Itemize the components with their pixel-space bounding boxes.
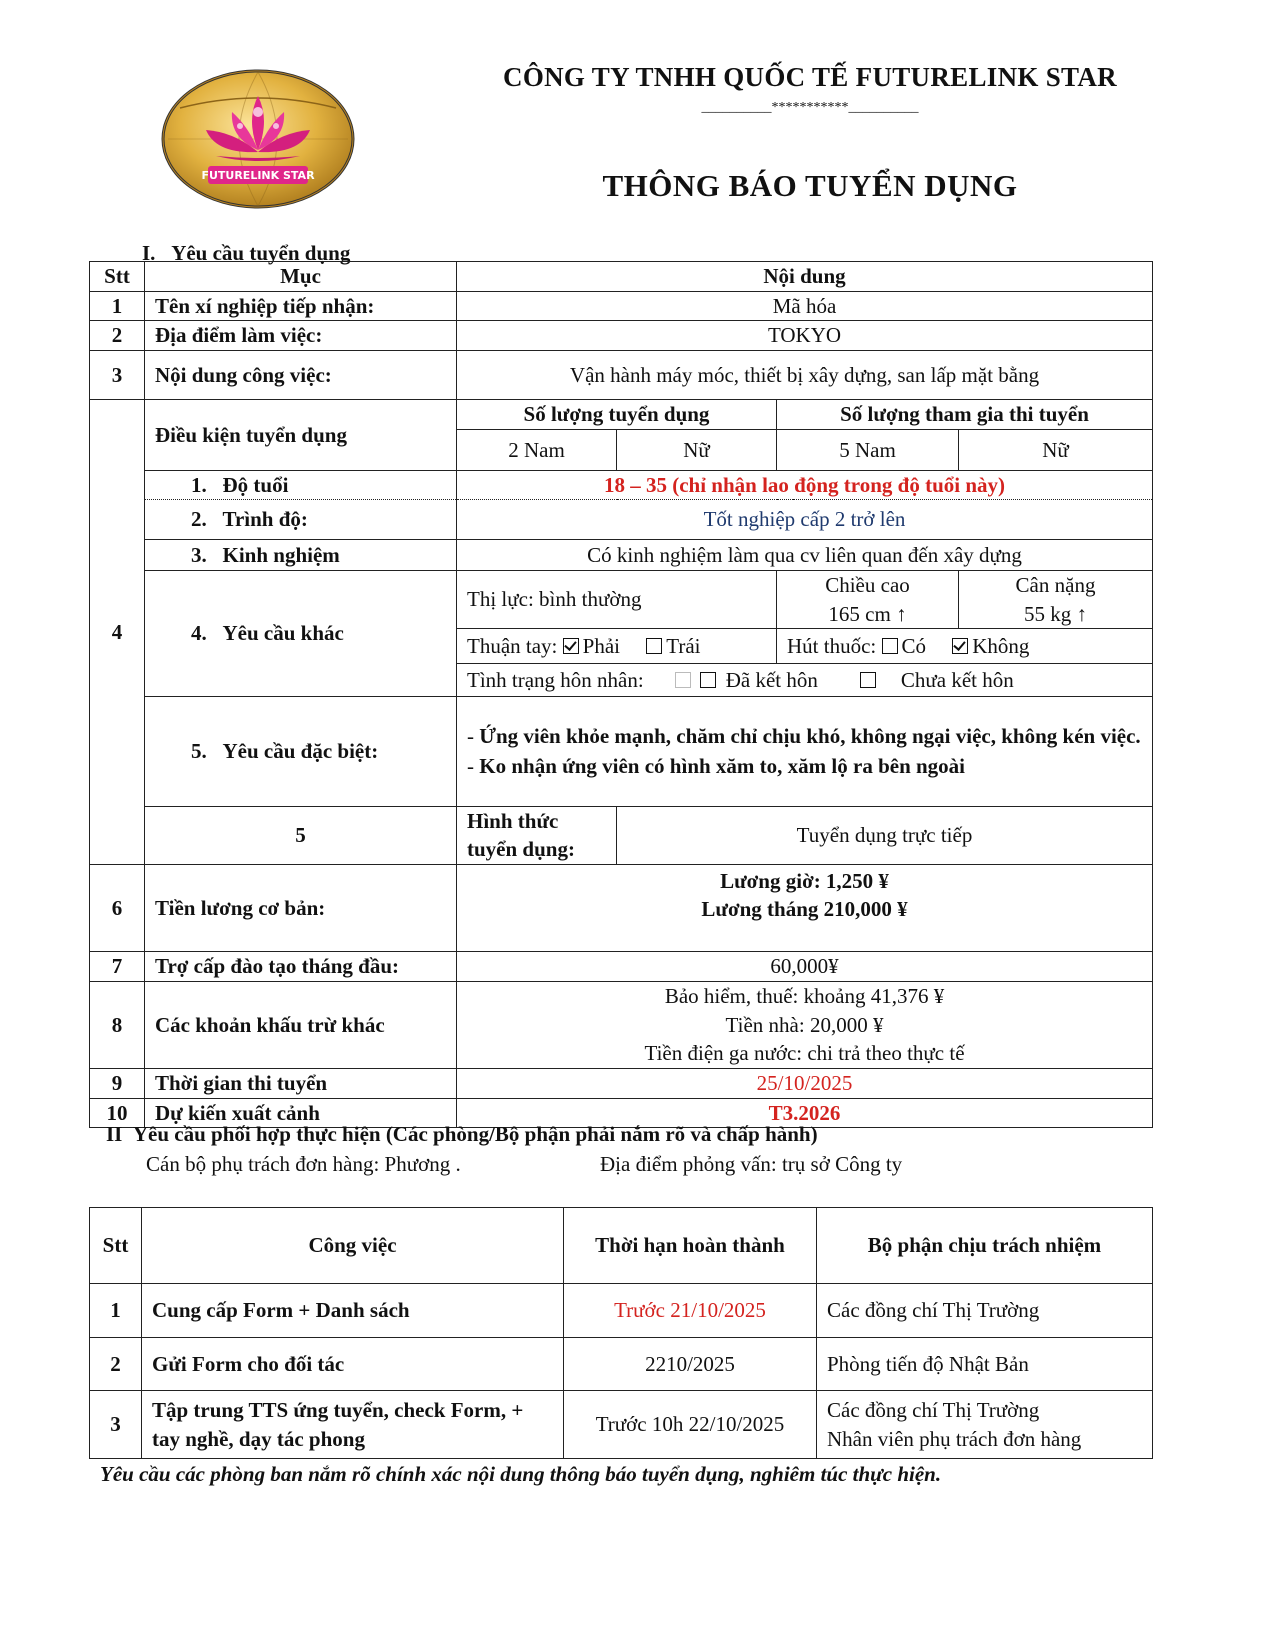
section1-num: I. (142, 241, 156, 265)
age-num: 1. (191, 472, 207, 497)
row-stt: 8 (90, 981, 145, 1068)
row-stt: 6 (90, 864, 145, 951)
deadline-cell: 2210/2025 (564, 1338, 817, 1391)
hand-right: Phải (582, 633, 620, 658)
exam-male: 5 Nam (777, 429, 959, 470)
education-value: Tốt nghiệp cấp 2 trở lên (457, 500, 1153, 540)
salary-monthly: Lương tháng 210,000 ¥ (701, 897, 908, 922)
table-row (90, 1338, 1153, 1391)
height-label: Chiều cao (825, 573, 910, 598)
vision-value: Thị lực: bình thường (457, 571, 777, 629)
education-num: 2. (191, 507, 207, 532)
checkbox-icon (646, 638, 662, 654)
salary-hourly: Lương giờ: 1,250 ¥ (720, 868, 889, 893)
col-noidung: Nội dung (457, 262, 1153, 292)
section2-heading (106, 1122, 818, 1147)
smoke-no: Không (972, 633, 1030, 658)
handedness-cell (457, 629, 777, 664)
checkbox-icon (700, 672, 716, 688)
dept-line: Nhân viên phụ trách đơn hàng (827, 1426, 1082, 1451)
table-row (90, 292, 1153, 321)
deadline-cell: Trước 10h 22/10/2025 (564, 1391, 817, 1459)
checkbox-icon (675, 672, 691, 688)
table-header-row (90, 262, 1153, 292)
col-deadline: Thời hạn hoàn thành (564, 1208, 817, 1284)
section1-title: Yêu cầu tuyển dụng (171, 241, 351, 265)
table-row (90, 807, 1153, 865)
row-stt: 3 (90, 350, 145, 399)
row-stt: 7 (90, 951, 145, 981)
table-row (90, 864, 1153, 951)
weight-label: Cân nặng (1015, 573, 1096, 598)
experience-value: Có kinh nghiệm làm qua cv liên quan đến xây dựng (457, 540, 1153, 571)
experience-row (90, 540, 1153, 571)
experience-label (145, 540, 457, 571)
coordination-table (89, 1207, 1153, 1459)
exam-date: 25/10/2025 (457, 1068, 1153, 1098)
checkbox-checked-icon (563, 638, 579, 654)
marital-single: Chưa kết hôn (900, 667, 1014, 692)
other-req-label (145, 571, 457, 697)
other-req-row (90, 571, 1153, 629)
age-value: 18 – 35 (chỉ nhận lao động trong độ tuổi này) (457, 470, 1153, 499)
smoke-yes: Có (901, 633, 927, 658)
row-value: 60,000¥ (457, 951, 1153, 981)
decor-line: __________***********__________ (701, 100, 919, 115)
table-row (90, 951, 1153, 981)
age-row (90, 470, 1153, 499)
qty-female: Nữ (617, 429, 777, 470)
table-row (90, 1284, 1153, 1338)
conditions-label: Điều kiện tuyển dụng (145, 399, 457, 470)
marital-married: Đã kết hôn (725, 667, 818, 692)
row-stt: 9 (90, 1068, 145, 1098)
task-cell: Cung cấp Form + Danh sách (142, 1284, 564, 1338)
row-stt: 4 (90, 399, 145, 864)
qty-header: Số lượng tuyển dụng (457, 399, 777, 429)
experience-num: 3. (191, 542, 207, 567)
task-cell: Gửi Form cho đối tác (142, 1338, 564, 1391)
smoke-label: Hút thuốc: (787, 633, 877, 658)
row-stt: 10 (90, 1098, 145, 1127)
col-stt: Stt (90, 1208, 142, 1284)
special-req-value (457, 697, 1153, 807)
section2-num: II (106, 1122, 123, 1146)
footnote: Yêu cầu các phòng ban nắm rõ chính xác nội dung thông báo tuyển dụng, nghiêm túc thực hiện. (100, 1462, 942, 1486)
age-label (145, 470, 457, 499)
hand-label: Thuận tay: (467, 633, 558, 658)
marital-label: Tình trạng hôn nhân: (467, 667, 644, 692)
checkbox-icon (882, 638, 898, 654)
row-stt: 1 (90, 1284, 142, 1338)
special-item-1: Ứng viên khỏe mạnh, chăm chỉ chịu khó, không ngại việc, không kén việc. (479, 724, 1141, 749)
row-label: Thời gian thi tuyển (145, 1068, 457, 1098)
education-text: Trình độ: (222, 507, 308, 532)
row-value: TOKYO (457, 321, 1153, 350)
exam-header: Số lượng tham gia thi tuyển (777, 399, 1153, 429)
education-row (90, 500, 1153, 540)
company-logo (160, 68, 356, 210)
col-task: Công việc (142, 1208, 564, 1284)
smoking-cell (777, 629, 1153, 664)
deadline-cell: Trước 21/10/2025 (564, 1284, 817, 1338)
row-label: Tên xí nghiệp tiếp nhận: (145, 292, 457, 321)
interview-place: Địa điểm phỏng vấn: trụ sở Công ty (600, 1152, 903, 1176)
row-stt: 5 (145, 807, 457, 865)
col-stt: Stt (90, 262, 145, 292)
row-stt: 3 (90, 1391, 142, 1459)
marital-cell (457, 664, 1153, 697)
special-req-row (90, 697, 1153, 807)
table-row (90, 981, 1153, 1068)
special-item-2: Ko nhận ứng viên có hình xăm to, xăm lộ ra bên ngoài (479, 753, 966, 778)
logo-text: FUTURELINK STAR (201, 169, 315, 182)
experience-text: Kinh nghiệm (222, 542, 340, 567)
dept-cell: Các đồng chí Thị Trường (817, 1284, 1153, 1338)
col-dept: Bộ phận chịu trách nhiệm (817, 1208, 1153, 1284)
page-title: THÔNG BÁO TUYỂN DỤNG (602, 168, 1018, 203)
age-text: Độ tuổi (222, 472, 289, 497)
conditions-header-row (90, 399, 1153, 429)
row-value: Mã hóa (457, 292, 1153, 321)
row-stt: 1 (90, 292, 145, 321)
table-header-row (90, 1208, 1153, 1284)
section2-title: Yêu cầu phối hợp thực hiện (Các phòng/Bộ phận phải nắm rõ và chấp hành) (132, 1122, 818, 1146)
row-label: Tiền lương cơ bản: (145, 864, 457, 951)
special-item: - Ko nhận ứng viên có hình xăm to, xăm lộ ra bên ngoài (467, 753, 966, 778)
row-label: Hình thức tuyển dụng: (457, 807, 617, 865)
deductions-cell (457, 981, 1153, 1068)
row-label: Trợ cấp đào tạo tháng đầu: (145, 951, 457, 981)
weight-cell (959, 571, 1153, 629)
special-req-num: 5. (191, 739, 207, 764)
company-name: CÔNG TY TNHH QUỐC TẾ FUTURELINK STAR (503, 62, 1117, 92)
row-stt: 2 (90, 1338, 142, 1391)
row-value: Tuyển dụng trực tiếp (617, 807, 1153, 865)
qty-male: 2 Nam (457, 429, 617, 470)
row-label: Nội dung công việc: (145, 350, 457, 399)
dept-cell: Phòng tiến độ Nhật Bản (817, 1338, 1153, 1391)
departure-date: T3.2026 (457, 1098, 1153, 1127)
order-staff: Cán bộ phụ trách đơn hàng: Phương . (146, 1152, 461, 1176)
deduction-utilities: Tiền điện ga nước: chi trả theo thực tế (644, 1040, 965, 1065)
other-req-num: 4. (191, 621, 207, 646)
exam-female: Nữ (959, 429, 1153, 470)
salary-cell (457, 864, 1153, 951)
education-label (145, 500, 457, 540)
special-req-label (145, 697, 457, 807)
height-cell (777, 571, 959, 629)
checkbox-icon (860, 672, 876, 688)
deduction-rent: Tiền nhà: 20,000 ¥ (725, 1012, 884, 1037)
checkbox-checked-icon (952, 638, 968, 654)
hand-left: Trái (666, 633, 701, 658)
table-row (90, 1391, 1153, 1459)
task-cell: Tập trung TTS ứng tuyển, check Form, + tay nghề, dạy tác phong (142, 1391, 564, 1459)
row-label: Địa điểm làm việc: (145, 321, 457, 350)
other-req-text: Yêu cầu khác (222, 621, 344, 646)
table-row (90, 350, 1153, 399)
row-label: Dự kiến xuất cảnh (145, 1098, 457, 1127)
table-row (90, 321, 1153, 350)
row-label: Các khoản khấu trừ khác (145, 981, 457, 1068)
row-value: Vận hành máy móc, thiết bị xây dựng, san lấp mặt bằng (457, 350, 1153, 399)
dept-cell (817, 1391, 1153, 1459)
col-muc: Mục (145, 262, 457, 292)
weight-value: 55 kg ↑ (1024, 601, 1087, 626)
special-item: - Ứng viên khỏe mạnh, chăm chỉ chịu khó, không ngại việc, không kén việc. (467, 724, 1141, 749)
dept-line: Các đồng chí Thị Trường (827, 1398, 1040, 1423)
table-row (90, 1068, 1153, 1098)
special-req-text: Yêu cầu đặc biệt: (222, 739, 379, 764)
height-value: 165 cm ↑ (828, 601, 907, 626)
deduction-insurance: Bảo hiểm, thuế: khoảng 41,376 ¥ (664, 984, 945, 1009)
requirements-table (89, 261, 1153, 1128)
row-stt: 2 (90, 321, 145, 350)
